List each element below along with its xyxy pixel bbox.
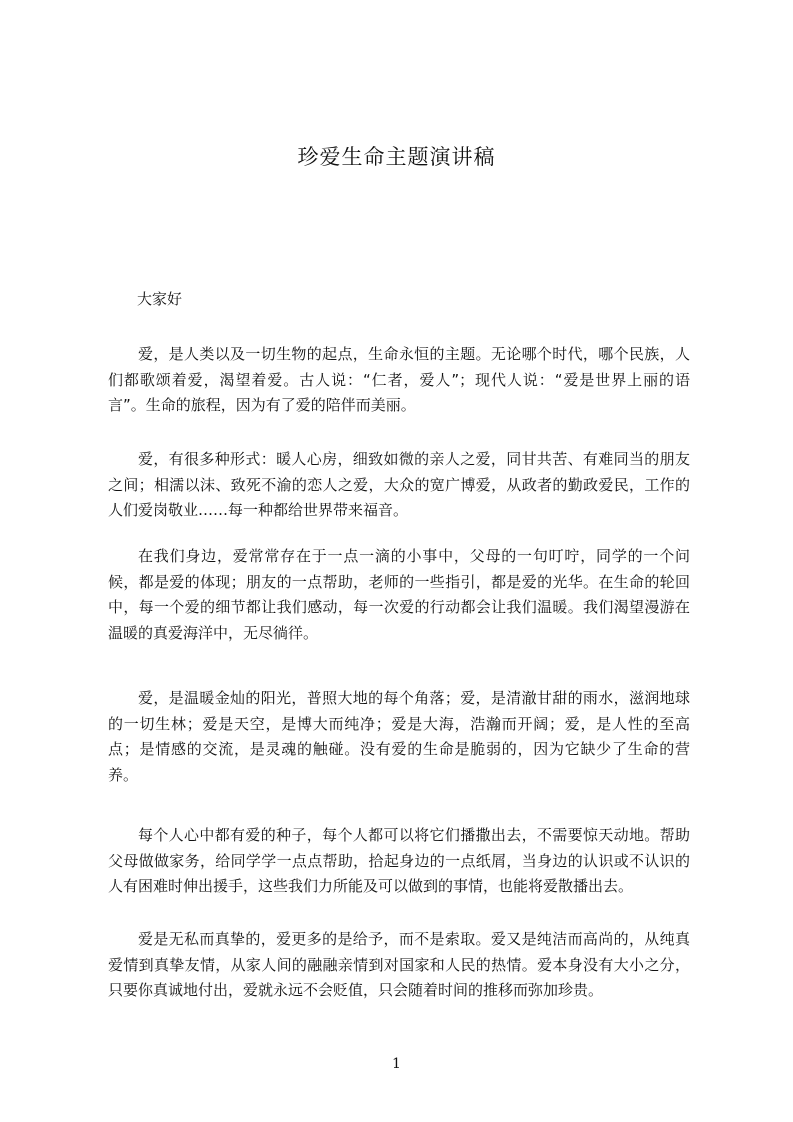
- paragraph-6: 爱是无私而真挚的，爱更多的是给予，而不是索取。爱又是纯洁而高尚的，从纯真爱情到真挚友情，从家人间的融融亲情到对国家和人民的热情。爱本身没有大小之分，只要你真诚地付出，爱就永远不会贬值，只会随着时间的推移而弥加珍贵。: [108, 930, 690, 999]
- page-number: 1: [392, 1056, 401, 1072]
- paragraph-2: 爱，有很多种形式：暖人心房，细致如微的亲人之爱，同甘共苦、有难同当的朋友之间；相濡以沫、致死不渝的恋人之爱，大众的宽广博爱，从政者的勤政爱民，工作的人们爱岗敬业……每一种都给世界带来福音。: [108, 450, 690, 519]
- paragraph-5: 每个人心中都有爱的种子，每个人都可以将它们播撒出去，不需要惊天动地。帮助父母做做家务，给同学学一点点帮助，拾起身边的一点纸屑，当身边的认识或不认识的人有困难时伸出援手，这些我们力所能及可以做到的事情，也能将爱散播出去。: [108, 826, 690, 895]
- paragraph-3: 在我们身边，爱常常存在于一点一滴的小事中，父母的一句叮咛，同学的一个问候，都是爱的体现；朋友的一点帮助，老师的一些指引，都是爱的光华。在生命的轮回中，每一个爱的细节都让我们感动，每一次爱的行动都会让我们温暖。我们渴望漫游在温暖的真爱海洋中，无尽徜徉。: [108, 547, 690, 642]
- greeting-text: 大家好: [137, 290, 183, 308]
- paragraph-1: 爱，是人类以及一切生物的起点，生命永恒的主题。无论哪个时代，哪个民族，人们都歌颂着爱，渴望着爱。古人说：“仁者，爱人”；现代人说：“爱是世界上丽的语言”。生命的旅程，因为有了爱的陪伴而美丽。: [108, 345, 690, 414]
- paragraph-4: 爱，是温暖金灿的阳光，普照大地的每个角落；爱，是清澈甘甜的雨水，滋润地球的一切生林；爱是天空，是博大而纯净；爱是大海，浩瀚而开阔；爱，是人性的至高点；是情感的交流，是灵魂的触碰。没有爱的生命是脆弱的，因为它缺少了生命的营养。: [108, 689, 690, 784]
- page-title: 珍爱生命主题演讲稿: [297, 145, 496, 169]
